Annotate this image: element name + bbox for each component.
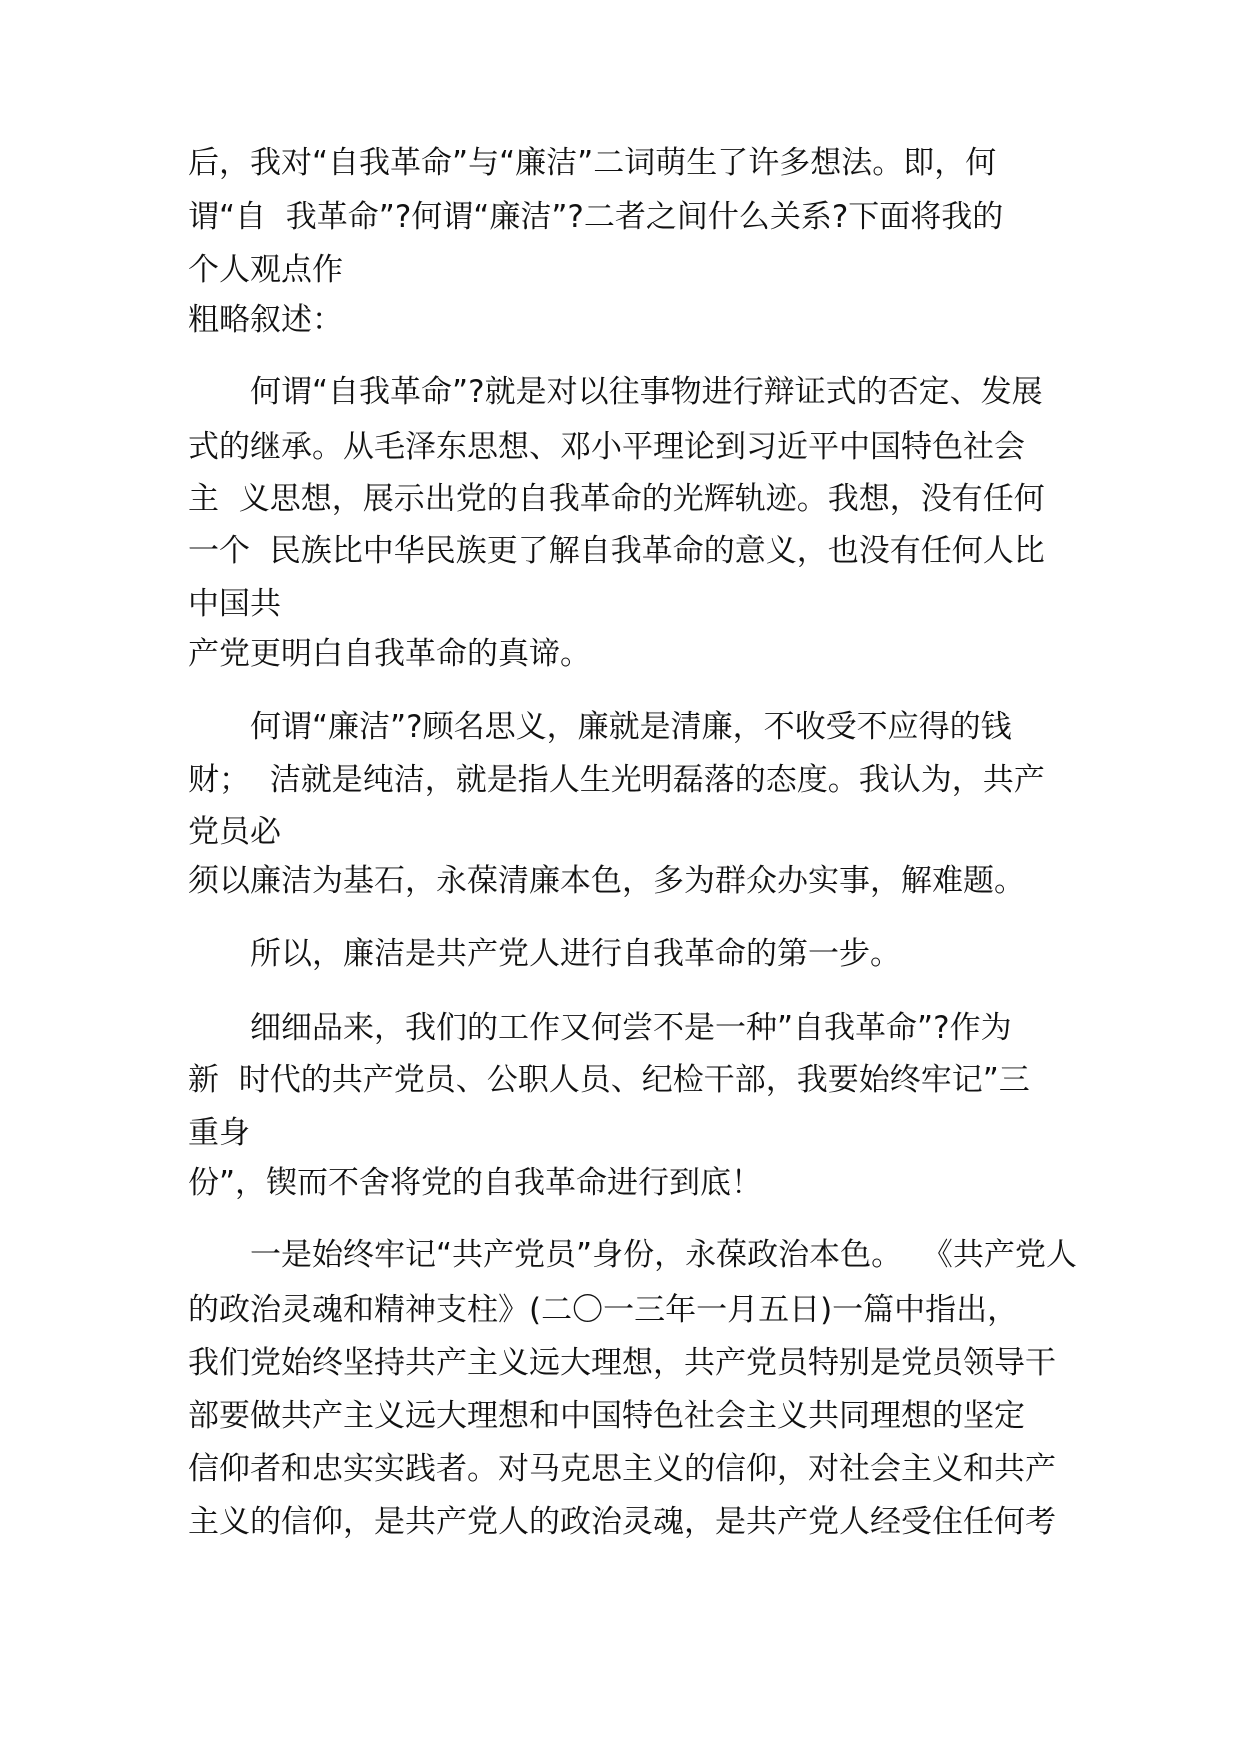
paragraph-first-line: 何谓“自我革命”?就是对以往事物进行辩证式的否定、发展 [250,374,1043,410]
text-line: 产党更明白自我革命的真谛。 [188,636,591,672]
text-line: 式的继承。从毛泽东思想、邓小平理论到习近平中国特色社会 [188,429,1025,465]
text-line: 重身 [188,1115,250,1151]
text-line: 主 义思想，展示出党的自我革命的光辉轨迹。我想，没有任何 [188,481,1045,517]
text-line: 信仰者和忠实实践者。对马克思主义的信仰，对社会主义和共产 [188,1451,1056,1487]
paragraph-first-line: 一是始终牢记“共产党员”身份，永葆政治本色。 《共产党人 [250,1237,1077,1273]
text-line: 一个 民族比中华民族更了解自我革命的意义，也没有任何人比 [188,533,1045,569]
text-line: 的政治灵魂和精神支柱》(二〇一三年一月五日)一篇中指出， [188,1292,1019,1328]
text-line: 党员必 [188,814,281,850]
text-line: 后，我对“自我革命”与“廉洁”二词萌生了许多想法。即，何 [188,145,997,181]
text-line: 新 时代的共产党员、公职人员、纪检干部，我要始终牢记”三 [188,1062,1030,1098]
text-line: 中国共 [188,586,281,622]
text-line: 主义的信仰，是共产党人的政治灵魂，是共产党人经受住任何考 [188,1504,1056,1540]
text-line: 须以廉洁为基石，永葆清廉本色，多为群众办实事，解难题。 [188,863,1025,899]
text-line: 我们党始终坚持共产主义远大理想，共产党员特别是党员领导干 [188,1345,1056,1381]
paragraph-first-line: 何谓“廉洁”?顾名思义，廉就是清廉，不收受不应得的钱 [250,709,1012,745]
text-line: 份”，锲而不舍将党的自我革命进行到底！ [188,1165,763,1201]
paragraph-first-line: 细细品来，我们的工作又何尝不是一种”自我革命”?作为 [250,1010,1012,1046]
text-line: 部要做共产主义远大理想和中国特色社会主义共同理想的坚定 [188,1398,1025,1434]
text-line: 粗略叙述： [188,302,343,338]
paragraph-first-line: 所以，廉洁是共产党人进行自我革命的第一步。 [250,936,901,972]
text-line: 个人观点作 [188,252,343,288]
text-line: 财； 洁就是纯洁，就是指人生光明磊落的态度。我认为，共产 [188,762,1045,798]
text-line: 谓“自 我革命”?何谓“廉洁”?二者之间什么关系?下面将我的 [188,199,1004,235]
